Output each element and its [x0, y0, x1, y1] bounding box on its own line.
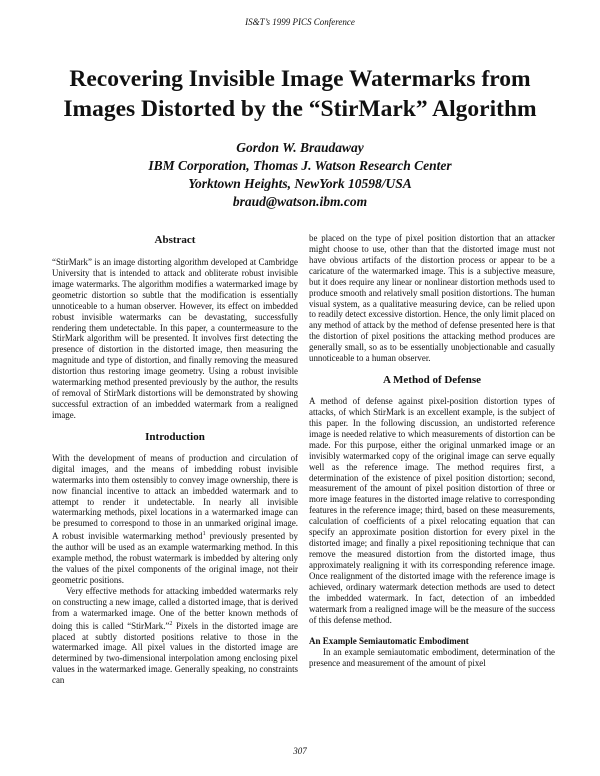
intro-p1b-text: previously presented by the author will be used as an example watermarking method. In this example method, the robust watermark is imbedded by altering only the values of the pixel components of the original image, not their geometric positions. — [52, 531, 298, 585]
left-column — [52, 233, 298, 686]
right-column — [309, 233, 555, 669]
introduction-heading: Introduction — [145, 430, 205, 443]
example-paragraph: In an example semiautomatic embodiment, determination of the presence and measurement of the amount of pixel — [309, 647, 555, 669]
author-location: Yorktown Heights, NewYork 10598/USA — [188, 176, 412, 191]
defense-paragraph: A method of defense against pixel-position distortion types of attacks, of which StirMark is an excellent example, is the subject of this paper. In the following discussion, an undistorted reference image is needed relative to which measurements of distortion can be made. For this purpose, either the original unmarked image or an invisibly watermarked copy of the original image can serve equally well as the reference image. The method requires first, a determination of the existence of pixel position distortion; second, measurement of the amount of pixel position distortion of three or more image features in the distorted image relative to corresponding features in the reference image; third, based on these measurements, calculation of coefficients of a pixel relocating equation that can specify an approximate position distortion for every pixel in the distorted image; and finally a pixel repositioning technique that can remove the measured distortion from the distorted image, thus approximately realigning it with its corresponding reference image. Once realignment of the distorted image with the reference image is achieved, ordinary watermark detection methods are used to detect the imbedded watermark. In fact, detection of an imbedded watermark from a realigned image will be the measure of the success of this defense method. — [309, 396, 555, 625]
defense-heading: A Method of Defense — [382, 374, 482, 387]
page-number: 307 — [293, 746, 307, 756]
abstract-text: “StirMark” is an image distorting algorithm developed at Cambridge University that is intended to attack and obliterate robust invisible image watermarks. The algorithm modifies a watermarked image by geometric distortion so subtle that the modification is essentially unnoticeable to a human observer. However, its effect on imbedded robust invisible watermarks can be devastating, successfully rendering them undetectable. In this paper, a countermeasure to the StirMark algorithm will be presented. It involves first detecting the presence of distortion in the distorted image, then measuring the magnitude and type of distortion, and finally removing the measured distortion thus restoring image geometry. Using a robust invisible watermarking method presented previously by the author, the results of removal of StirMark distortions will be demonstrated by showing successful extraction of an imbedded watermark from a realigned image. — [52, 257, 298, 420]
abstract-heading: Abstract — [154, 234, 196, 246]
author-name: Gordon W. Braudaway — [236, 140, 364, 155]
example-heading: An Example Semiautomatic Embodiment — [309, 636, 469, 647]
continued-paragraph: be placed on the type of pixel position distortion that an attacker might choose to use, other than that the distorted image must not have obvious artifacts of the distortion process or appear to be a caricature of the watermarked image. This is a subjective measure, but it does require any linear or nonlinear distortion methods used to produce smooth and relatively small position distortions. The human visual system, as a qualitative measuring device, can be relied upon to readily detect excessive distortion. Hence, the only limit placed on any method of attack by the method of defense presented here is that the distortion of pixel positions the attacking method produces are generally small, so as to be essentially unobjectionable and casually unnoticeable to a human observer. — [309, 233, 555, 364]
author-email: braud@watson.ibm.com — [232, 194, 368, 209]
running-head: IS&T’s 1999 PICS Conference — [245, 17, 355, 27]
introduction-paragraph-1 — [52, 453, 298, 586]
reference-1: 1 — [202, 531, 206, 538]
author-affiliation: IBM Corporation, Thomas J. Watson Research Center — [148, 158, 452, 173]
paper-title — [40, 64, 560, 124]
intro-p1-text: With the development of means of production and circulation of digital images, and the means of imbedding robust invisible watermarks into them ostensibly to convey image ownership, there is now financial incentive to attack an imbedded watermark and to attempt to render it undetectable. In nearly all invisible watermarking methods, pixel locations in a watermarked image can be presumed to correspond to those in an unmarked original image. A robust invisible watermarking method — [52, 452, 298, 542]
intro-p2-text: Very effective methods for attacking imbedded watermarks rely on constructing a new image, called a distorted image, that is derived from a watermarked image. One of the better known methods of doing this is called “StirMark.” — [52, 585, 298, 631]
title-line-1: Recovering Invisible Image Watermarks from — [69, 66, 531, 92]
reference-2: 2 — [169, 620, 173, 627]
author-block — [40, 139, 560, 211]
intro-p2b-text: Pixels in the distorted image are placed at subtly distorted positions relative to those in the watermarked image. All pixel values in the distorted image are determined by two-dimensional interpolation among enclosing pixel values in the watermarked image. Generally speaking, no constraints can — [52, 620, 298, 686]
title-line-2: Images Distorted by the “StirMark” Algorithm — [63, 96, 537, 122]
introduction-paragraph-2 — [52, 586, 298, 686]
